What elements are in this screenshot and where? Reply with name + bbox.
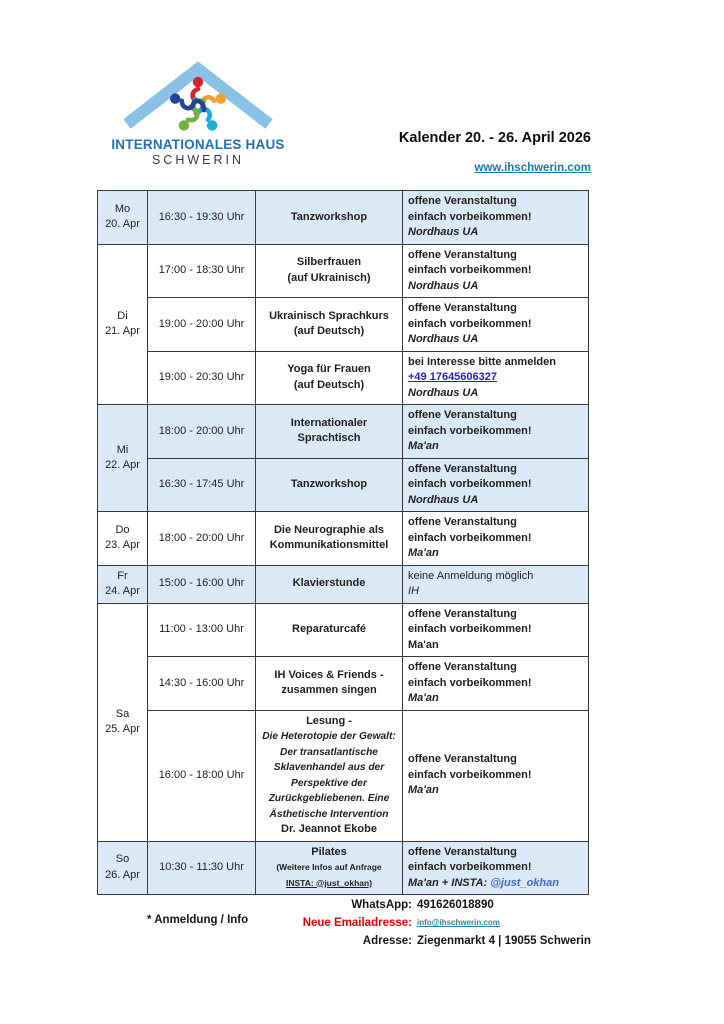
- text-segment: Der transatlantische: [280, 746, 378, 758]
- address-label: Adresse:: [362, 935, 412, 947]
- day-date: 26. Apr: [105, 868, 140, 881]
- text-line: [408, 263, 583, 279]
- email-link[interactable]: info@ihschwerin.com: [417, 918, 500, 927]
- text-line: [261, 576, 397, 592]
- text-line: [261, 822, 397, 838]
- text-line: [261, 362, 397, 378]
- text-line: [261, 210, 397, 226]
- text-segment: offene Veranstaltung: [408, 302, 517, 314]
- text-line: [408, 768, 583, 784]
- footer-row-address: [0, 932, 724, 950]
- time-cell: 19:00 - 20:00 Uhr: [148, 298, 256, 352]
- text-line: [408, 355, 583, 371]
- event-row: [98, 841, 589, 895]
- text-line: [408, 462, 583, 478]
- footer-row-whatsapp: [0, 896, 724, 914]
- text-segment: einfach vorbeikommen!: [408, 210, 532, 223]
- info-cell: [403, 603, 589, 657]
- time-cell: 18:00 - 20:00 Uhr: [148, 512, 256, 566]
- text-segment: Ästhetische Intervention: [269, 808, 389, 820]
- text-segment: Nordhaus UA: [408, 333, 479, 345]
- text-segment: zusammen singen: [281, 684, 377, 697]
- info-cell: [403, 841, 589, 895]
- day-date: 23. Apr: [105, 539, 140, 552]
- text-line: [261, 845, 397, 861]
- text-segment: Dr. Jeannot Ekobe: [281, 823, 377, 835]
- text-line: [408, 676, 583, 692]
- page-title: Kalender 20. - 26. April 2026: [398, 130, 591, 146]
- logo-text-line1: INTERNATIONALES HAUS: [111, 137, 285, 152]
- text-line: [408, 691, 583, 707]
- whatsapp-number: 491626018890: [417, 899, 494, 911]
- info-cell: [403, 298, 589, 352]
- text-segment: Nordhaus UA: [408, 493, 479, 506]
- text-segment: keine Anmeldung möglich: [408, 569, 534, 582]
- text-segment: Ma'an: [408, 547, 439, 559]
- day-cell: [98, 841, 148, 895]
- text-segment: offene Veranstaltung: [408, 845, 517, 858]
- day-cell: [98, 603, 148, 841]
- text-line: [261, 378, 397, 394]
- insta-handle-link[interactable]: @just_okhan: [490, 876, 559, 889]
- whatsapp-label: WhatsApp:: [351, 899, 412, 911]
- events-table: [97, 190, 589, 895]
- event-cell: [256, 841, 403, 895]
- day-name: Di: [117, 309, 128, 322]
- text-segment: offene Veranstaltung: [408, 753, 517, 766]
- text-line: [408, 515, 583, 531]
- text-line: [261, 760, 397, 776]
- text-line: [408, 569, 583, 585]
- text-line: [261, 324, 397, 340]
- text-line: [408, 317, 583, 333]
- text-line: [408, 660, 583, 676]
- event-cell: [256, 565, 403, 603]
- text-line: [261, 876, 397, 892]
- day-cell: [98, 405, 148, 512]
- time-cell: 16:30 - 17:45 Uhr: [148, 458, 256, 512]
- event-row: [98, 710, 589, 841]
- text-line: [408, 493, 583, 509]
- text-line: [261, 416, 397, 447]
- text-line: [408, 301, 583, 317]
- event-cell: [256, 710, 403, 841]
- text-segment: Sklavenhandel aus der: [273, 762, 385, 773]
- text-segment: einfach vorbeikommen!: [408, 676, 532, 689]
- text-line: [408, 584, 583, 600]
- info-cell: [403, 657, 589, 711]
- event-cell: [256, 657, 403, 711]
- text-line: [408, 248, 583, 264]
- text-segment: Ma'an: [408, 440, 439, 452]
- text-line: [261, 622, 397, 638]
- time-cell: 11:00 - 13:00 Uhr: [148, 603, 256, 657]
- text-line: [408, 876, 583, 892]
- text-line: [261, 714, 397, 730]
- event-cell: [256, 512, 403, 566]
- text-segment: Ukrainisch Sprachkurs: [269, 309, 389, 322]
- time-cell: 14:30 - 16:00 Uhr: [148, 657, 256, 711]
- event-cell: [256, 244, 403, 298]
- text-line: [261, 309, 397, 325]
- text-line: [261, 776, 397, 792]
- text-segment: Pilates: [311, 845, 347, 858]
- event-row: [98, 351, 589, 405]
- text-segment: Yoga für Frauen: [287, 363, 371, 376]
- text-segment: offene Veranstaltung: [408, 607, 517, 620]
- text-segment: Tanzworkshop: [290, 478, 368, 490]
- text-segment: einfach vorbeikommen!: [408, 317, 532, 330]
- time-cell: 18:00 - 20:00 Uhr: [148, 405, 256, 459]
- address-value: Ziegenmarkt 4 | 19055 Schwerin: [417, 935, 591, 947]
- footer: [0, 896, 724, 950]
- text-segment: Reparaturcafé: [292, 623, 366, 635]
- text-line: [408, 279, 583, 295]
- text-segment: offene Veranstaltung: [408, 462, 517, 475]
- text-segment: (auf Deutsch): [293, 378, 365, 391]
- text-line: [261, 523, 397, 539]
- text-segment: Nordhaus UA: [408, 386, 479, 399]
- info-cell: [403, 458, 589, 512]
- text-segment: offene Veranstaltung: [408, 661, 517, 673]
- day-name: Mi: [116, 443, 129, 456]
- text-segment: offene Veranstaltung: [408, 195, 517, 207]
- day-name: Do: [115, 523, 130, 536]
- text-line: [408, 225, 583, 241]
- event-row: [98, 405, 589, 459]
- text-segment: einfach vorbeikommen!: [408, 861, 532, 873]
- info-cell: [403, 405, 589, 459]
- registration-note: * Anmeldung / Info: [147, 914, 249, 926]
- info-cell: [403, 191, 589, 245]
- day-name: Mo: [114, 202, 131, 215]
- event-cell: [256, 191, 403, 245]
- event-row: [98, 565, 589, 603]
- text-line: [408, 845, 583, 861]
- text-line: [408, 546, 583, 562]
- event-row: [98, 603, 589, 657]
- text-segment: einfach vorbeikommen!: [408, 478, 532, 490]
- text-segment: (auf Ukrainisch): [287, 271, 371, 284]
- text-segment: Ma'an: [408, 784, 439, 797]
- day-name: Sa: [115, 707, 130, 720]
- text-line: [408, 408, 583, 424]
- text-line: [408, 860, 583, 876]
- text-segment: Nordhaus UA: [408, 279, 479, 292]
- text-segment: Ma'an: [408, 638, 439, 651]
- day-date: 24. Apr: [105, 585, 140, 597]
- text-line: [261, 538, 397, 554]
- event-row: [98, 458, 589, 512]
- text-line: [261, 683, 397, 699]
- text-line: [408, 332, 583, 348]
- text-line: [261, 860, 397, 876]
- time-cell: 19:00 - 20:30 Uhr: [148, 351, 256, 405]
- text-segment: offene Veranstaltung: [408, 248, 517, 261]
- text-line: [261, 729, 397, 745]
- text-line: [261, 255, 397, 271]
- text-line: [261, 271, 397, 287]
- day-date: 22. Apr: [105, 459, 140, 471]
- house-people-logo-icon: [113, 58, 283, 136]
- day-name: So: [115, 853, 130, 866]
- insta-link[interactable]: INSTA: @just_okhan): [285, 877, 373, 888]
- event-cell: [256, 351, 403, 405]
- text-line: [261, 807, 397, 823]
- text-segment: Kommunikationsmittel: [269, 539, 389, 552]
- text-segment: Die Heterotopie der Gewalt:: [262, 731, 396, 742]
- text-line: [408, 531, 583, 547]
- text-segment: Lesung -: [306, 714, 352, 727]
- text-segment: Internationaler Sprachtisch: [290, 416, 368, 445]
- event-cell: [256, 298, 403, 352]
- text-line: [408, 439, 583, 455]
- day-cell: [98, 191, 148, 245]
- event-row: [98, 191, 589, 245]
- text-line: [261, 477, 397, 493]
- day-name: Fr: [117, 569, 128, 582]
- text-segment: Ma'an: [408, 692, 439, 704]
- text-segment: einfach vorbeikommen!: [408, 264, 532, 276]
- text-segment: Klavierstunde: [292, 577, 366, 590]
- time-cell: 15:00 - 16:00 Uhr: [148, 565, 256, 603]
- text-segment: (Weitere Infos auf Anfrage: [276, 862, 382, 872]
- info-cell: [403, 512, 589, 566]
- text-line: [261, 791, 397, 807]
- text-segment: Silberfrauen: [296, 256, 362, 269]
- info-cell: [403, 244, 589, 298]
- text-line: [408, 477, 583, 493]
- text-segment: Perspektive der: [291, 777, 367, 789]
- text-segment: Die Neurographie als: [273, 523, 385, 536]
- event-cell: [256, 458, 403, 512]
- day-cell: [98, 244, 148, 405]
- text-segment: IH Voices & Friends -: [274, 668, 384, 681]
- text-line: [408, 424, 583, 440]
- text-segment: Ma'an + INSTA:: [408, 876, 491, 889]
- text-segment: IH: [408, 585, 419, 597]
- text-line: [408, 194, 583, 210]
- day-cell: [98, 512, 148, 566]
- event-cell: [256, 405, 403, 459]
- email-label: Neue Emailadresse:: [302, 917, 412, 929]
- text-line: [261, 668, 397, 684]
- footer-row-email: [0, 914, 724, 932]
- text-line: [408, 752, 583, 768]
- event-row: [98, 244, 589, 298]
- text-segment: offene Veranstaltung: [408, 409, 517, 421]
- text-line: [408, 370, 583, 386]
- day-date: 25. Apr: [105, 723, 140, 735]
- info-cell: [403, 710, 589, 841]
- text-line: [408, 386, 583, 402]
- logo-text-line2: SCHWERIN: [151, 153, 245, 167]
- text-segment: einfach vorbeikommen!: [408, 623, 532, 635]
- text-segment: bei Interesse bitte anmelden: [408, 355, 556, 368]
- event-row: [98, 657, 589, 711]
- event-row: [98, 298, 589, 352]
- text-segment: einfach vorbeikommen!: [408, 768, 532, 781]
- time-cell: 16:00 - 18:00 Uhr: [148, 710, 256, 841]
- text-line: [261, 745, 397, 761]
- day-date: 21. Apr: [105, 325, 140, 338]
- time-cell: 17:00 - 18:30 Uhr: [148, 244, 256, 298]
- text-segment: einfach vorbeikommen!: [408, 531, 532, 544]
- event-cell: [256, 603, 403, 657]
- event-row: [98, 512, 589, 566]
- info-cell: [403, 351, 589, 405]
- website-link[interactable]: www.ihschwerin.com: [474, 162, 591, 174]
- text-segment: (auf Deutsch): [293, 325, 365, 338]
- text-segment: Nordhaus UA: [408, 226, 479, 238]
- events-table-body: [98, 191, 589, 895]
- text-segment: Zurückgebliebenen. Eine: [268, 793, 390, 804]
- text-line: [408, 210, 583, 226]
- text-segment: offene Veranstaltung: [408, 516, 517, 528]
- text-line: [408, 622, 583, 638]
- text-segment: einfach vorbeikommen!: [408, 424, 532, 437]
- time-cell: 10:30 - 11:30 Uhr: [148, 841, 256, 895]
- text-segment: Tanzworkshop: [290, 210, 368, 223]
- logo: [98, 58, 298, 167]
- text-line: [408, 783, 583, 799]
- text-line: [408, 607, 583, 623]
- time-cell: 16:30 - 19:30 Uhr: [148, 191, 256, 245]
- info-cell: [403, 565, 589, 603]
- day-date: 20. Apr: [105, 218, 140, 231]
- text-line: [408, 638, 583, 654]
- phone-link[interactable]: +49 17645606327: [408, 371, 498, 383]
- day-cell: [98, 565, 148, 603]
